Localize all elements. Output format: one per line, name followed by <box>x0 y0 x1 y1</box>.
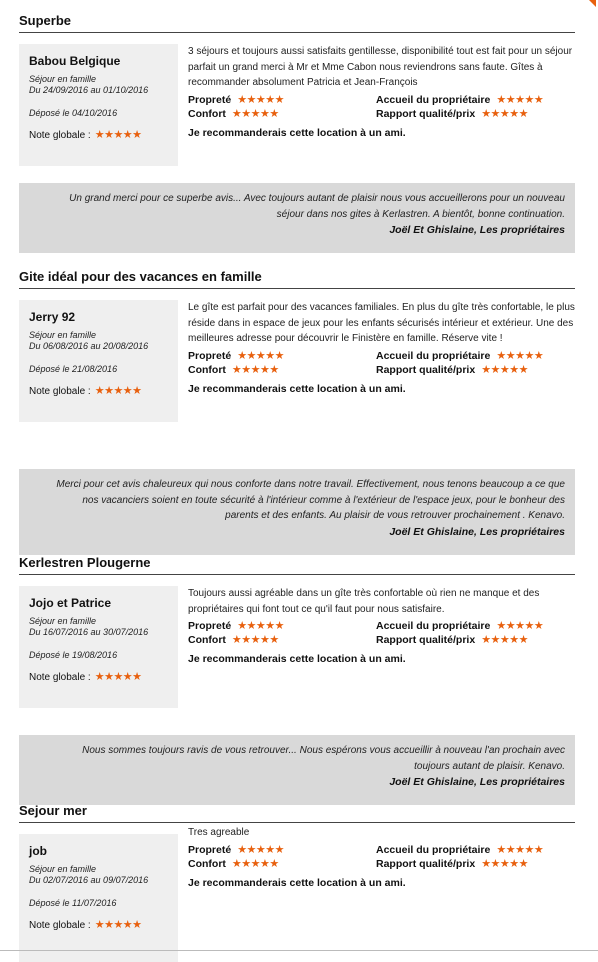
overall-label: Note globale : <box>29 130 91 141</box>
owner-reply <box>19 469 575 555</box>
review-text: 3 séjours et toujours aussi satisfaits gentillesse, disponibilité tout est fait pour un séjour parfait un grand merci à Mr et Mme Cabon nous reviendrons sans faute. Gîtes à recommander absolument Patricia et Jean-François <box>188 46 573 88</box>
rating-comfort <box>188 364 376 377</box>
stay-dates: Du 02/07/2016 au 09/07/2016 <box>29 875 149 885</box>
stay-type: Séjour en famille <box>29 330 97 340</box>
ratings-row <box>188 844 575 857</box>
rating-host-welcome <box>376 350 575 363</box>
review-card <box>19 803 575 931</box>
owner-reply <box>19 183 575 253</box>
author-name: job <box>29 844 47 858</box>
rating-stars: ★★★★★ <box>496 349 544 362</box>
posted-date: Déposé le 19/08/2016 <box>29 650 118 660</box>
stay-dates: Du 06/08/2016 au 20/08/2016 <box>29 341 149 351</box>
overall-label: Note globale : <box>29 386 91 397</box>
recommend-text: Je recommanderais cette location à un ami. <box>188 382 406 395</box>
stay-type: Séjour en famille <box>29 864 97 874</box>
ratings-row <box>188 364 575 377</box>
review-title: Superbe <box>19 13 575 33</box>
review-title: Kerlestren Plougerne <box>19 555 575 575</box>
rating-label: Propreté <box>188 93 232 106</box>
rating-label: Rapport qualité/prix <box>376 857 476 870</box>
rating-label: Confort <box>188 634 226 646</box>
rating-stars: ★★★★★ <box>481 857 528 870</box>
rating-label: Propreté <box>188 843 232 856</box>
rating-value <box>376 858 575 871</box>
author-box <box>19 834 178 962</box>
author-box <box>19 44 178 166</box>
rating-host-welcome <box>376 844 575 857</box>
review-content <box>188 44 575 139</box>
rating-label: Confort <box>188 857 226 870</box>
reply-text: Merci pour cet avis chaleureux qui nous conforte dans notre travail. Effectivement, nous tenons beaucoup a ce que nos vacanciers soient en toute sécurité à l'intérieur comme à l'extérieur de l'espace jeux, pour le bonheur des parents et des enfants. Au plaisir de vous retrouver prochainement . Kenavo. <box>56 479 565 521</box>
review-text: Toujours aussi agréable dans un gîte très confortable où rien ne manque et des propriétaires qui font tout ce qu'il faut pour nous satisfaire. <box>188 588 540 615</box>
bottom-divider <box>0 950 598 951</box>
review-title: Gite idéal pour des vacances en famille <box>19 269 575 289</box>
rating-label: Accueil du propriétaire <box>376 620 491 632</box>
rating-stars: ★★★★★ <box>481 107 528 120</box>
overall-stars: ★★★★★ <box>94 385 142 397</box>
ratings-row <box>188 634 575 647</box>
rating-stars: ★★★★★ <box>481 634 528 646</box>
rating-stars: ★★★★★ <box>231 634 279 646</box>
rating-label: Propreté <box>188 349 232 362</box>
rating-label: Propreté <box>188 620 232 632</box>
stay-type: Séjour en famille <box>29 616 97 626</box>
rating-stars: ★★★★★ <box>237 620 284 632</box>
rating-value <box>376 108 575 121</box>
posted-date: Déposé le 11/07/2016 <box>29 898 117 908</box>
rating-label: Accueil du propriétaire <box>376 93 491 106</box>
review-card <box>19 269 575 538</box>
review-title: Sejour mer <box>19 803 575 823</box>
reply-text: Un grand merci pour ce superbe avis... Avec toujours autant de plaisir nous vous accueillerons pour un nouveau séjour dans nos gites à Kerlastren. A bientôt, bonne continuation. <box>69 193 565 220</box>
reply-text: Nous sommes toujours ravis de vous retrouver... Nous espérons vous accueillir à nouveau l'an prochain avec toujours autant de plaisir. Kenavo. <box>82 745 565 772</box>
rating-stars: ★★★★★ <box>496 620 544 632</box>
rating-host-welcome <box>376 620 575 633</box>
ratings-row <box>188 94 575 107</box>
rating-label: Rapport qualité/prix <box>376 107 476 120</box>
overall-label: Note globale : <box>29 672 91 683</box>
author-box <box>19 300 178 422</box>
rating-value <box>376 634 575 647</box>
rating-stars: ★★★★★ <box>237 93 284 106</box>
rating-comfort <box>188 108 376 121</box>
stay-dates: Du 24/09/2016 au 01/10/2016 <box>29 85 149 95</box>
rating-stars: ★★★★★ <box>231 363 279 376</box>
rating-cleanliness <box>188 844 376 857</box>
rating-cleanliness <box>188 94 376 107</box>
posted-date: Déposé le 21/08/2016 <box>29 364 118 374</box>
stay-dates: Du 16/07/2016 au 30/07/2016 <box>29 627 149 637</box>
overall-rating <box>29 919 168 932</box>
rating-stars: ★★★★★ <box>481 363 528 376</box>
author-box <box>19 586 178 708</box>
author-name: Jerry 92 <box>29 310 76 324</box>
overall-stars: ★★★★★ <box>94 671 142 683</box>
review-content <box>188 586 575 665</box>
rating-label: Confort <box>188 363 226 376</box>
author-name: Babou Belgique <box>29 54 121 68</box>
rating-label: Accueil du propriétaire <box>376 843 491 856</box>
rating-stars: ★★★★★ <box>496 93 544 106</box>
overall-rating <box>29 385 168 398</box>
rating-label: Rapport qualité/prix <box>376 363 476 376</box>
overall-label: Note globale : <box>29 920 91 931</box>
rating-label: Accueil du propriétaire <box>376 349 491 362</box>
rating-value <box>376 364 575 377</box>
rating-stars: ★★★★★ <box>237 843 284 856</box>
rating-stars: ★★★★★ <box>231 857 279 870</box>
stay-type: Séjour en famille <box>29 74 97 84</box>
ratings-row <box>188 108 575 121</box>
rating-label: Rapport qualité/prix <box>376 634 476 646</box>
ratings-row <box>188 620 575 633</box>
recommend-text: Je recommanderais cette location à un ami. <box>188 876 406 889</box>
ratings-row <box>188 858 575 871</box>
review-content <box>188 825 575 889</box>
overall-stars: ★★★★★ <box>94 919 142 931</box>
overall-rating <box>29 129 168 142</box>
overall-stars: ★★★★★ <box>94 129 142 141</box>
rating-cleanliness <box>188 350 376 363</box>
owner-reply <box>19 735 575 805</box>
recommend-text: Je recommanderais cette location à un ami. <box>188 653 406 665</box>
ratings-row <box>188 350 575 363</box>
recommend-text: Je recommanderais cette location à un ami. <box>188 126 406 139</box>
rating-label: Confort <box>188 107 226 120</box>
author-name: Jojo et Patrice <box>29 596 112 610</box>
review-card <box>19 13 575 236</box>
corner-flag <box>589 0 596 7</box>
reply-signature: Joël Et Ghislaine, Les propriétaires <box>389 776 565 788</box>
reply-signature: Joël Et Ghislaine, Les propriétaires <box>389 224 565 236</box>
posted-date: Déposé le 04/10/2016 <box>29 108 118 118</box>
review-card <box>19 555 575 788</box>
rating-comfort <box>188 858 376 871</box>
rating-stars: ★★★★★ <box>237 349 284 362</box>
review-content <box>188 300 575 395</box>
rating-host-welcome <box>376 94 575 107</box>
review-text: Le gîte est parfait pour des vacances familiales. En plus du gîte très confortable, le plus réside dans in espace de jeux pour les enfants sécurisés intérieur et extérieur. Une des meilleures adresse pour découvrir le Finistère en famille. Réserve vite ! <box>188 302 575 344</box>
overall-rating <box>29 671 168 684</box>
rating-comfort <box>188 634 376 647</box>
rating-stars: ★★★★★ <box>496 843 544 856</box>
rating-stars: ★★★★★ <box>231 107 279 120</box>
reply-signature: Joël Et Ghislaine, Les propriétaires <box>389 525 565 538</box>
review-text: Tres agreable <box>188 827 250 838</box>
rating-cleanliness <box>188 620 376 633</box>
